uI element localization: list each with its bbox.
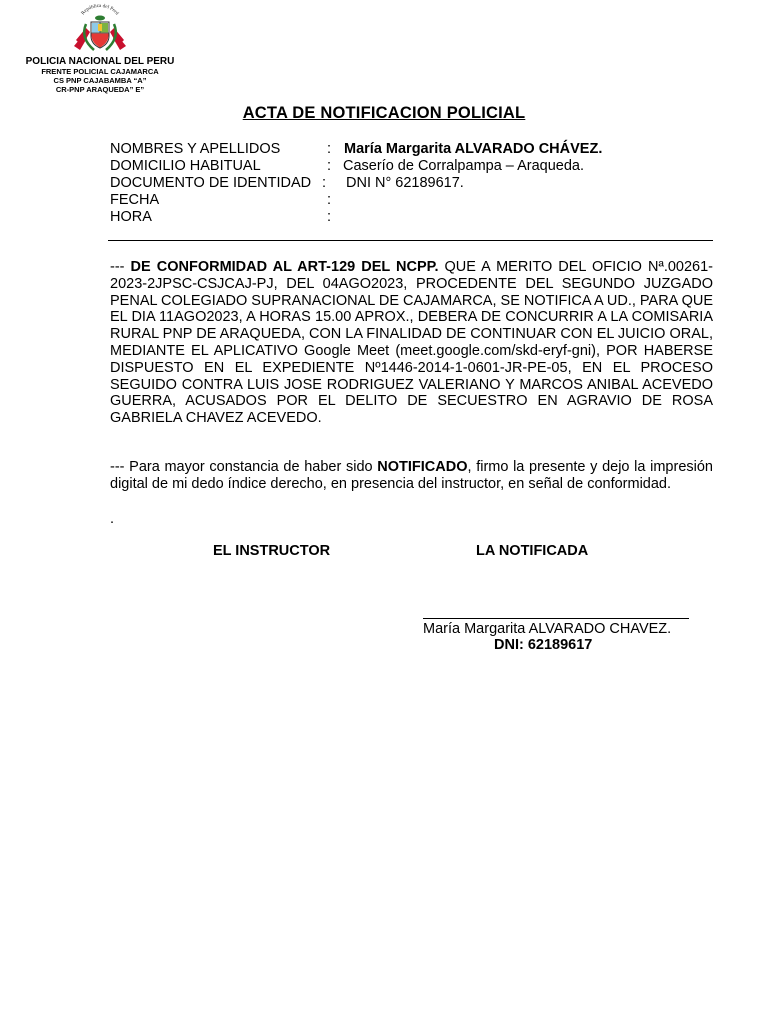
notified-dni: DNI: 62189617 [494,637,593,653]
constancy-paragraph [110,459,713,493]
org-line-front: FRENTE POLICIAL CAJAMARCA [41,67,159,76]
field-colon: : [322,175,327,191]
svg-text:República del Perú [81,4,119,17]
field-value-names: María Margarita ALVARADO CHÁVEZ. [344,141,603,157]
notified-name: María Margarita ALVARADO CHAVEZ. [423,621,672,637]
separator-line [108,240,713,241]
field-label: HORA [110,209,152,225]
field-label: DOCUMENTO DE IDENTIDAD [110,175,312,191]
constancy-text: , firmo la presente y dejo la impresión digital de mi dedo índice derecho, en presencia del instructor, en señal de conformidad. [110,459,713,492]
organization-header [0,56,200,94]
seal-text: República del Perú [80,3,120,17]
notified-word: NOTIFICADO [377,459,468,475]
document-title: ACTA DE NOTIFICACION POLICIAL [242,104,526,122]
notification-paragraph [110,259,713,427]
field-label: FECHA [110,192,160,208]
instructor-signature-label: EL INSTRUCTOR [213,543,331,559]
org-name: POLICIA NACIONAL DEL PERU [25,56,175,67]
field-label: DOMICILIO HABITUAL [110,158,261,174]
notification-text: QUE A MERITO DEL OFICIO Nª.00261-2023-2JPSC-CSJCAJ-PJ, DEL 04AGO2023, PROCEDENTE DEL SEGUNDO JUZGADO PENAL COLEGIADO SUPRANACIONAL DE CAJAMARCA, SE NOTIFICA A UD., PARA QUE EL DIA 11AGO2023, A HORAS 15.00 APROX., DEBERA DE CONCURRIR A LA COMISARIA RURAL PNP DE ARAQUEDA, CON LA FINALIDAD DE CONTINUAR CON EL JUICIO ORAL, MEDIANTE EL APLICATIVO Google Meet (meet.google.com/skd-eryf-gni), POR HABERSE DISPUESTO EN EL EXPEDIENTE Nº1446-2014-1-0601-JR-PE-05, EN EL PROCESO SEGUIDO CONTRA LUIS JOSE RODRIGUEZ VALERIANO Y MARCOS ANIBAL ACEVEDO GUERRA, ACUSADOS POR EL DELITO DE SECUESTRO EN AGRAVIO DE ROSA GABRIELA CHAVEZ ACEVEDO. [110,259,713,427]
paragraph-lead: --- [110,259,131,275]
legal-basis: DE CONFORMIDAD AL ART-129 DEL NCPP. [130,259,439,275]
org-line-rural: CR-PNP ARAQUEDA” E” [55,85,145,94]
field-colon: : [327,192,332,208]
signature-line [423,618,689,619]
field-label: NOMBRES Y APELLIDOS [110,141,281,157]
police-seal-icon [72,2,128,56]
field-value-address: Caserío de Corralpampa – Araqueda. [343,158,585,174]
field-colon: : [327,209,332,225]
org-line-station: CS PNP CAJABAMBA “A” [53,76,147,85]
paragraph-lead: --- Para mayor constancia de haber sido [110,459,378,475]
stray-dot: . [110,511,115,527]
notified-signature-label: LA NOTIFICADA [476,543,589,559]
field-colon: : [327,141,332,157]
field-value-document: DNI N° 62189617. [346,175,464,191]
field-colon: : [327,158,332,174]
